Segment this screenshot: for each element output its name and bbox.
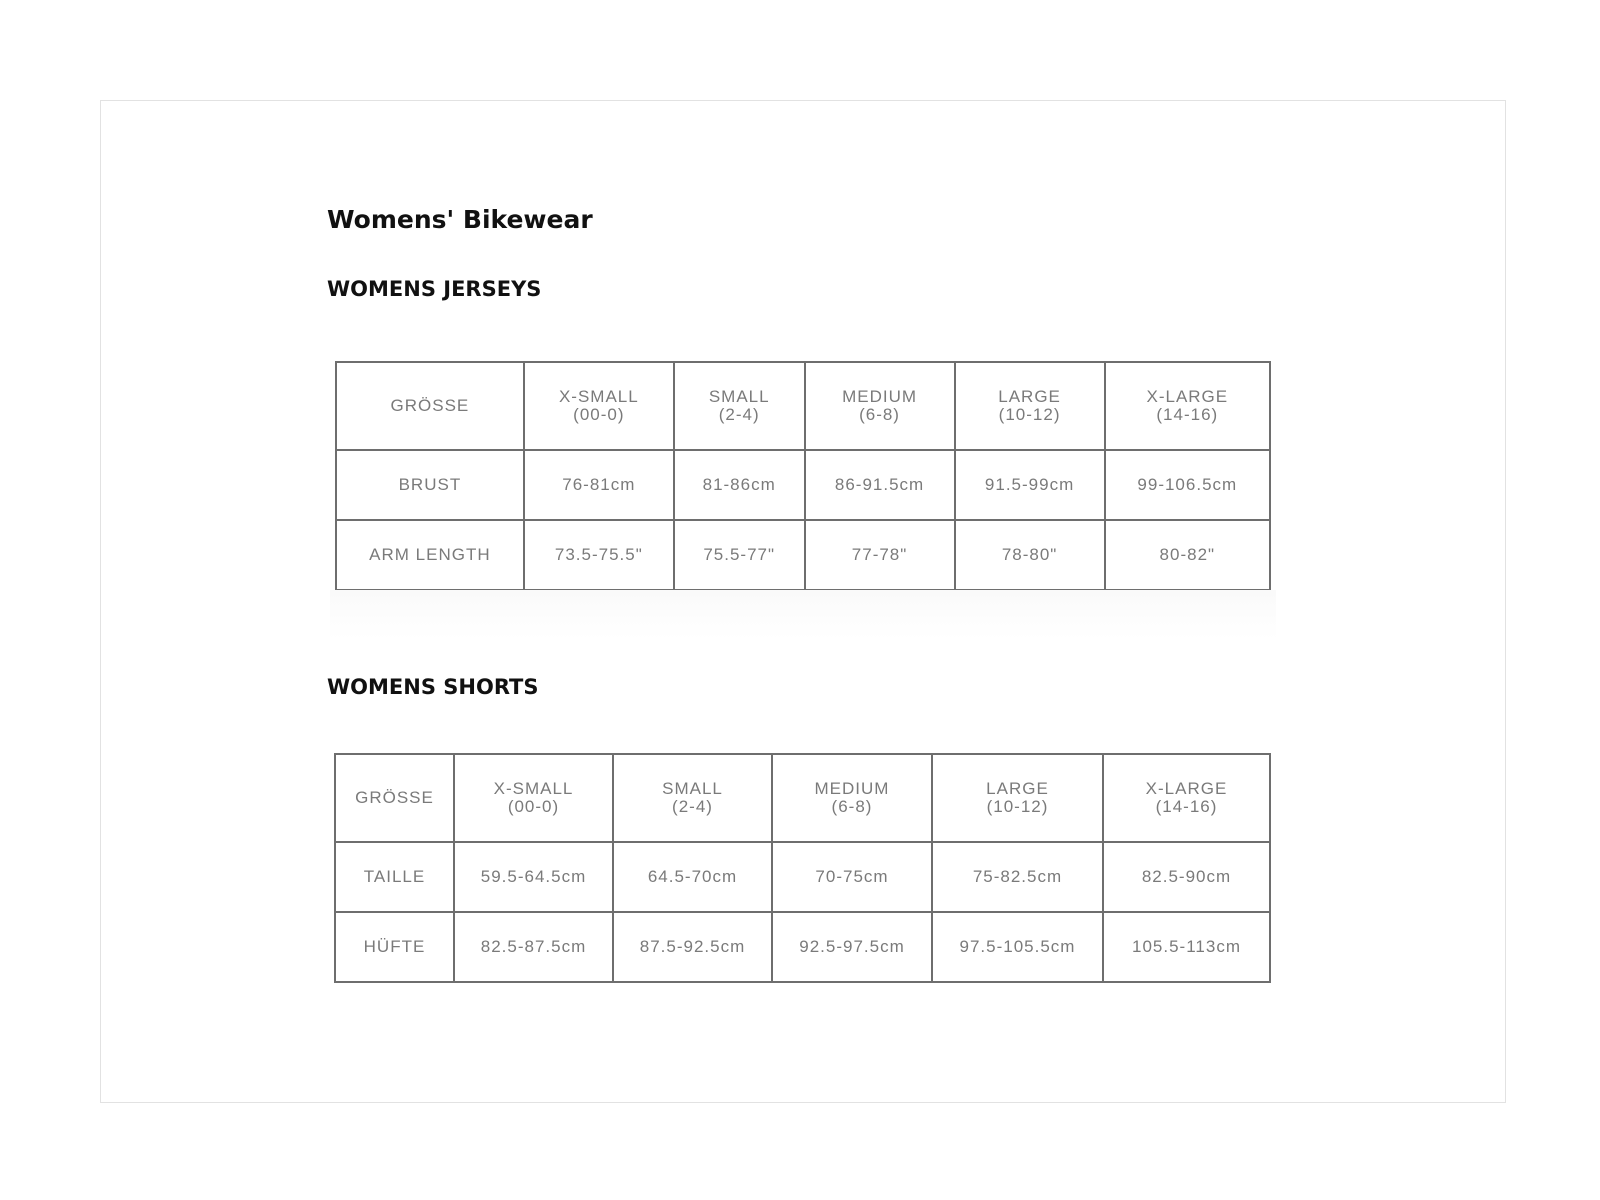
table-header-row (335, 754, 1270, 842)
row-label: TAILLE (335, 842, 454, 912)
header-cell-size: GRÖSSE (335, 754, 454, 842)
jerseys-size-table (335, 361, 1271, 591)
header-cell-large: LARGE (10-12) (955, 362, 1105, 450)
table-row (336, 520, 1270, 590)
header-cell-xlarge: X-LARGE (14-16) (1105, 362, 1270, 450)
shorts-section-title: WOMENS SHORTS (327, 675, 539, 699)
table-cell: 75-82.5cm (932, 842, 1103, 912)
header-cell-medium: MEDIUM (6-8) (805, 362, 955, 450)
header-cell-xsmall: X-SMALL (00-0) (454, 754, 613, 842)
page-title: Womens' Bikewear (327, 205, 593, 234)
header-cell-small: SMALL (2-4) (613, 754, 772, 842)
shorts-size-table (334, 753, 1271, 983)
table-cell: 70-75cm (772, 842, 932, 912)
table-cell: 77-78" (805, 520, 955, 590)
table-header-row (336, 362, 1270, 450)
table-cell: 97.5-105.5cm (932, 912, 1103, 982)
table-cell: 59.5-64.5cm (454, 842, 613, 912)
table-cell: 78-80" (955, 520, 1105, 590)
table-cell: 92.5-97.5cm (772, 912, 932, 982)
table-cell: 99-106.5cm (1105, 450, 1270, 520)
header-cell-large: LARGE (10-12) (932, 754, 1103, 842)
table-row (335, 912, 1270, 982)
header-cell-size: GRÖSSE (336, 362, 524, 450)
table-cell: 86-91.5cm (805, 450, 955, 520)
table-cell: 82.5-90cm (1103, 842, 1270, 912)
header-cell-small: SMALL (2-4) (674, 362, 805, 450)
table-cell: 105.5-113cm (1103, 912, 1270, 982)
header-cell-xlarge: X-LARGE (14-16) (1103, 754, 1270, 842)
jerseys-section-title: WOMENS JERSEYS (327, 277, 542, 301)
row-label: ARM LENGTH (336, 520, 524, 590)
table-cell: 87.5-92.5cm (613, 912, 772, 982)
table-shadow (330, 590, 1276, 640)
table-row (335, 842, 1270, 912)
table-cell: 64.5-70cm (613, 842, 772, 912)
table-cell: 91.5-99cm (955, 450, 1105, 520)
table-cell: 75.5-77" (674, 520, 805, 590)
row-label: BRUST (336, 450, 524, 520)
header-cell-medium: MEDIUM (6-8) (772, 754, 932, 842)
row-label: HÜFTE (335, 912, 454, 982)
table-row (336, 450, 1270, 520)
header-cell-xsmall: X-SMALL (00-0) (524, 362, 674, 450)
table-cell: 76-81cm (524, 450, 674, 520)
table-cell: 82.5-87.5cm (454, 912, 613, 982)
table-cell: 73.5-75.5" (524, 520, 674, 590)
table-cell: 80-82" (1105, 520, 1270, 590)
table-cell: 81-86cm (674, 450, 805, 520)
